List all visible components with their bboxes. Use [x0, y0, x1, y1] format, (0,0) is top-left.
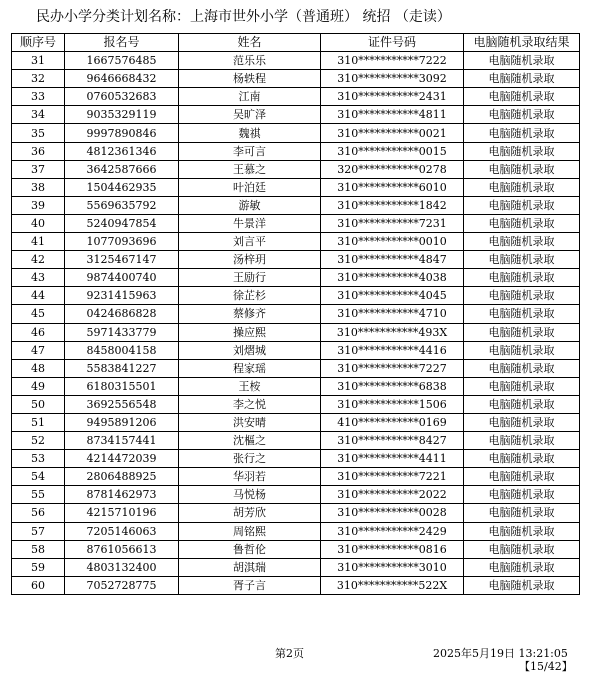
table-row	[12, 576, 580, 594]
cell-name: 汤梓玥	[179, 251, 321, 269]
cell-name: 叶泊廷	[179, 178, 321, 196]
cell-reg-number: 1077093696	[65, 233, 179, 251]
cell-result: 电脑随机录取	[464, 395, 580, 413]
cell-result: 电脑随机录取	[464, 432, 580, 450]
cell-name: 吴旷泽	[179, 106, 321, 124]
cell-name: 程家瑶	[179, 359, 321, 377]
cell-reg-number: 0760532683	[65, 88, 179, 106]
cell-result: 电脑随机录取	[464, 196, 580, 214]
cell-reg-number: 7205146063	[65, 522, 179, 540]
header-seq: 顺序号	[12, 34, 65, 52]
cell-result: 电脑随机录取	[464, 323, 580, 341]
table-row	[12, 124, 580, 142]
table-row	[12, 413, 580, 431]
cell-reg-number: 5583841227	[65, 359, 179, 377]
print-timestamp: 2025年5月19日 13:21:05	[433, 647, 568, 660]
cell-name: 王慕之	[179, 160, 321, 178]
cell-result: 电脑随机录取	[464, 468, 580, 486]
cell-result: 电脑随机录取	[464, 251, 580, 269]
cell-id-number: 310***********6010	[321, 178, 464, 196]
table-header-row	[12, 34, 580, 52]
cell-name: 张行之	[179, 450, 321, 468]
cell-id-number: 310***********3010	[321, 558, 464, 576]
cell-seq: 35	[12, 124, 65, 142]
cell-seq: 46	[12, 323, 65, 341]
table-row	[12, 468, 580, 486]
cell-id-number: 310***********522X	[321, 576, 464, 594]
cell-reg-number: 9646668432	[65, 70, 179, 88]
cell-id-number: 310***********4038	[321, 269, 464, 287]
cell-seq: 40	[12, 214, 65, 232]
cell-result: 电脑随机录取	[464, 576, 580, 594]
page-number: 第2页	[275, 647, 304, 660]
table-row	[12, 450, 580, 468]
cell-result: 电脑随机录取	[464, 142, 580, 160]
cell-id-number: 310***********4416	[321, 341, 464, 359]
header-result: 电脑随机录取结果	[464, 34, 580, 52]
cell-id-number: 310***********2431	[321, 88, 464, 106]
cell-id-number: 310***********0028	[321, 504, 464, 522]
cell-seq: 43	[12, 269, 65, 287]
cell-seq: 37	[12, 160, 65, 178]
cell-id-number: 310***********7231	[321, 214, 464, 232]
cell-name: 牛景洋	[179, 214, 321, 232]
cell-result: 电脑随机录取	[464, 88, 580, 106]
cell-name: 蔡修齐	[179, 305, 321, 323]
cell-seq: 59	[12, 558, 65, 576]
cell-name: 马悦杨	[179, 486, 321, 504]
cell-name: 李可言	[179, 142, 321, 160]
cell-name: 洪安晴	[179, 413, 321, 431]
admission-table	[11, 33, 580, 595]
cell-seq: 56	[12, 504, 65, 522]
cell-id-number: 320***********0278	[321, 160, 464, 178]
cell-seq: 38	[12, 178, 65, 196]
cell-result: 电脑随机录取	[464, 70, 580, 88]
cell-name: 杨轶程	[179, 70, 321, 88]
cell-id-number: 310***********3092	[321, 70, 464, 88]
table-row	[12, 486, 580, 504]
table-row	[12, 251, 580, 269]
cell-reg-number: 7052728775	[65, 576, 179, 594]
cell-id-number: 310***********0816	[321, 540, 464, 558]
cell-reg-number: 4214472039	[65, 450, 179, 468]
cell-seq: 49	[12, 377, 65, 395]
cell-id-number: 310***********4847	[321, 251, 464, 269]
cell-seq: 45	[12, 305, 65, 323]
table-row	[12, 287, 580, 305]
cell-reg-number: 8781462973	[65, 486, 179, 504]
table-row	[12, 305, 580, 323]
cell-reg-number: 1504462935	[65, 178, 179, 196]
table-row	[12, 106, 580, 124]
cell-seq: 33	[12, 88, 65, 106]
cell-result: 电脑随机录取	[464, 106, 580, 124]
cell-name: 刘言平	[179, 233, 321, 251]
table-row	[12, 558, 580, 576]
cell-id-number: 310***********4045	[321, 287, 464, 305]
cell-reg-number: 6180315501	[65, 377, 179, 395]
cell-id-number: 310***********1506	[321, 395, 464, 413]
table-row	[12, 540, 580, 558]
cell-seq: 52	[12, 432, 65, 450]
table-row	[12, 377, 580, 395]
cell-name: 胡芳欣	[179, 504, 321, 522]
table-row	[12, 196, 580, 214]
cell-reg-number: 4803132400	[65, 558, 179, 576]
cell-result: 电脑随机录取	[464, 287, 580, 305]
table-row	[12, 522, 580, 540]
cell-reg-number: 2806488925	[65, 468, 179, 486]
cell-seq: 44	[12, 287, 65, 305]
table-row	[12, 233, 580, 251]
cell-reg-number: 8458004158	[65, 341, 179, 359]
cell-name: 王桉	[179, 377, 321, 395]
cell-seq: 60	[12, 576, 65, 594]
cell-name: 范乐乐	[179, 52, 321, 70]
cell-seq: 48	[12, 359, 65, 377]
cell-reg-number: 3642587666	[65, 160, 179, 178]
cell-result: 电脑随机录取	[464, 450, 580, 468]
cell-seq: 32	[12, 70, 65, 88]
table-row	[12, 323, 580, 341]
cell-result: 电脑随机录取	[464, 359, 580, 377]
table-row	[12, 504, 580, 522]
cell-result: 电脑随机录取	[464, 124, 580, 142]
table-row	[12, 178, 580, 196]
cell-id-number: 310***********2022	[321, 486, 464, 504]
table-row	[12, 341, 580, 359]
cell-seq: 58	[12, 540, 65, 558]
cell-name: 华羽若	[179, 468, 321, 486]
cell-result: 电脑随机录取	[464, 540, 580, 558]
cell-name: 刘熠城	[179, 341, 321, 359]
cell-result: 电脑随机录取	[464, 233, 580, 251]
cell-name: 胥子言	[179, 576, 321, 594]
cell-reg-number: 5569635792	[65, 196, 179, 214]
cell-id-number: 310***********0015	[321, 142, 464, 160]
cell-result: 电脑随机录取	[464, 504, 580, 522]
cell-id-number: 310***********7222	[321, 52, 464, 70]
cell-seq: 47	[12, 341, 65, 359]
cell-result: 电脑随机录取	[464, 558, 580, 576]
cell-id-number: 310***********4411	[321, 450, 464, 468]
cell-reg-number: 9997890846	[65, 124, 179, 142]
cell-seq: 36	[12, 142, 65, 160]
cell-seq: 41	[12, 233, 65, 251]
cell-reg-number: 8761056613	[65, 540, 179, 558]
cell-seq: 55	[12, 486, 65, 504]
cell-reg-number: 5240947854	[65, 214, 179, 232]
cell-reg-number: 8734157441	[65, 432, 179, 450]
cell-name: 魏祺	[179, 124, 321, 142]
cell-result: 电脑随机录取	[464, 522, 580, 540]
cell-name: 操应熙	[179, 323, 321, 341]
cell-id-number: 310***********493X	[321, 323, 464, 341]
cell-reg-number: 9035329119	[65, 106, 179, 124]
cell-name: 王励行	[179, 269, 321, 287]
cell-name: 鲁哲伦	[179, 540, 321, 558]
cell-id-number: 310***********2429	[321, 522, 464, 540]
cell-seq: 51	[12, 413, 65, 431]
table-row	[12, 432, 580, 450]
cell-result: 电脑随机录取	[464, 52, 580, 70]
cell-result: 电脑随机录取	[464, 269, 580, 287]
cell-result: 电脑随机录取	[464, 377, 580, 395]
cell-name: 江南	[179, 88, 321, 106]
cell-result: 电脑随机录取	[464, 178, 580, 196]
header-name: 姓名	[179, 34, 321, 52]
cell-result: 电脑随机录取	[464, 160, 580, 178]
cell-result: 电脑随机录取	[464, 341, 580, 359]
table-row	[12, 160, 580, 178]
header-reg-number: 报名号	[65, 34, 179, 52]
cell-seq: 42	[12, 251, 65, 269]
table-row	[12, 269, 580, 287]
cell-reg-number: 4812361346	[65, 142, 179, 160]
cell-name: 李之悦	[179, 395, 321, 413]
table-row	[12, 88, 580, 106]
cell-id-number: 310***********0010	[321, 233, 464, 251]
table-row	[12, 70, 580, 88]
table-row	[12, 359, 580, 377]
cell-name: 周铭熙	[179, 522, 321, 540]
cell-id-number: 410***********0169	[321, 413, 464, 431]
cell-reg-number: 1667576485	[65, 52, 179, 70]
table-row	[12, 52, 580, 70]
cell-reg-number: 9231415963	[65, 287, 179, 305]
cell-reg-number: 4215710196	[65, 504, 179, 522]
cell-reg-number: 9495891206	[65, 413, 179, 431]
cell-result: 电脑随机录取	[464, 413, 580, 431]
cell-id-number: 310***********8427	[321, 432, 464, 450]
cell-reg-number: 3692556548	[65, 395, 179, 413]
cell-reg-number: 0424686828	[65, 305, 179, 323]
cell-result: 电脑随机录取	[464, 486, 580, 504]
header-id-number: 证件号码	[321, 34, 464, 52]
cell-id-number: 310***********4811	[321, 106, 464, 124]
cell-name: 徐芷杉	[179, 287, 321, 305]
cell-id-number: 310***********0021	[321, 124, 464, 142]
cell-id-number: 310***********4710	[321, 305, 464, 323]
cell-seq: 34	[12, 106, 65, 124]
cell-id-number: 310***********1842	[321, 196, 464, 214]
cell-reg-number: 9874400740	[65, 269, 179, 287]
table-row	[12, 142, 580, 160]
cell-reg-number: 3125467147	[65, 251, 179, 269]
cell-seq: 39	[12, 196, 65, 214]
cell-seq: 54	[12, 468, 65, 486]
cell-seq: 50	[12, 395, 65, 413]
cell-id-number: 310***********6838	[321, 377, 464, 395]
cell-seq: 53	[12, 450, 65, 468]
cell-name: 游敏	[179, 196, 321, 214]
cell-seq: 31	[12, 52, 65, 70]
cell-seq: 57	[12, 522, 65, 540]
cell-id-number: 310***********7227	[321, 359, 464, 377]
page-count: 【15/42】	[519, 660, 573, 673]
table-row	[12, 214, 580, 232]
cell-result: 电脑随机录取	[464, 305, 580, 323]
cell-result: 电脑随机录取	[464, 214, 580, 232]
cell-name: 沈樞之	[179, 432, 321, 450]
table-row	[12, 395, 580, 413]
cell-reg-number: 5971433779	[65, 323, 179, 341]
cell-name: 胡淇瑞	[179, 558, 321, 576]
document-title: 民办小学分类计划名称：上海市世外小学（普通班） 统招 （走读）	[36, 9, 451, 25]
cell-id-number: 310***********7221	[321, 468, 464, 486]
